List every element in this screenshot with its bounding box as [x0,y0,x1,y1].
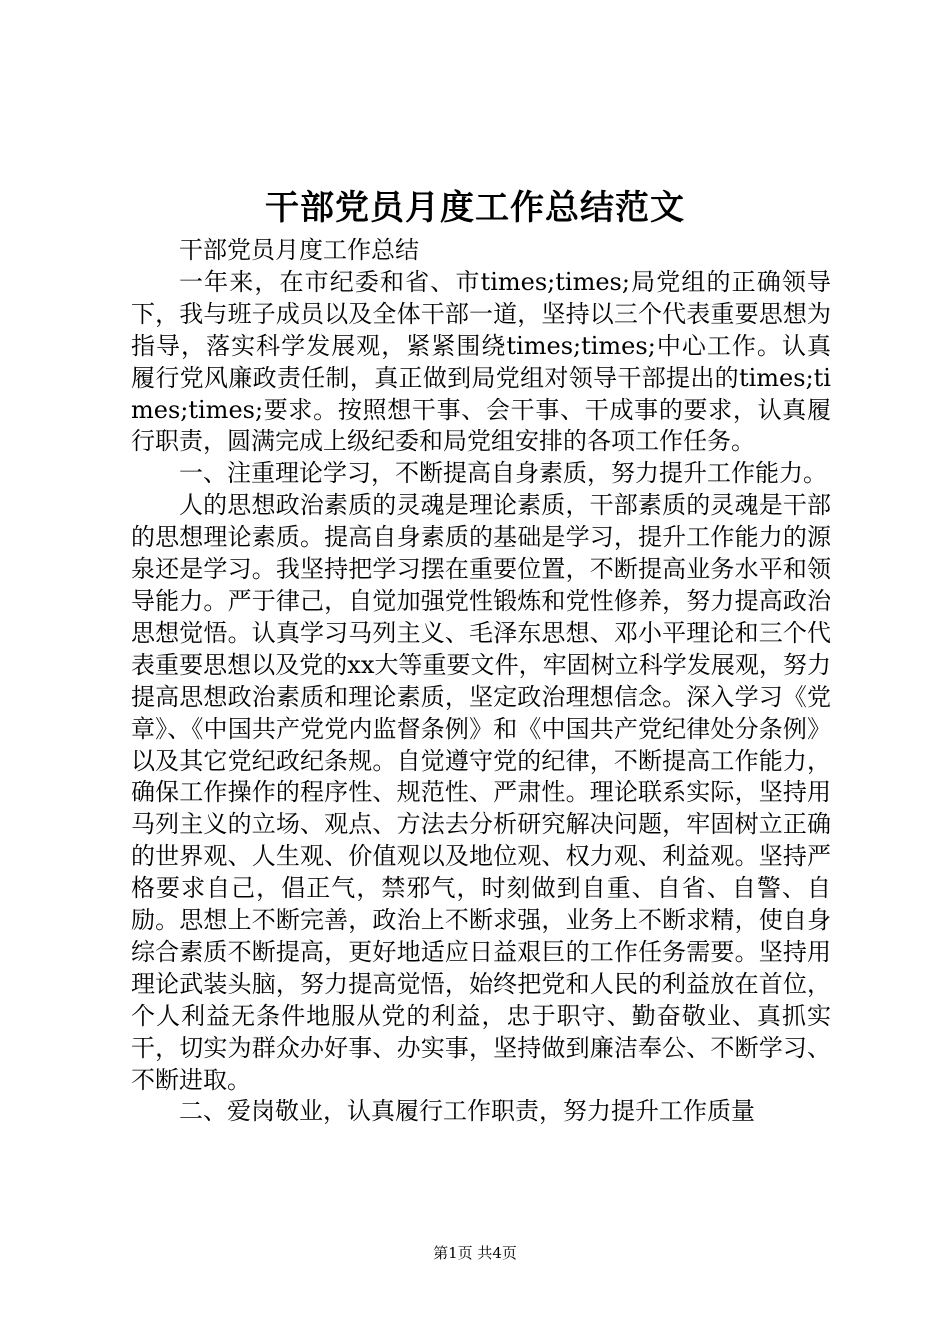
page-footer: 第1页 共4页 [433,1244,517,1262]
paragraph-intro: 一年来，在市纪委和省、市times;times;局党组的正确领导下，我与班子成员以及全体干部一道，坚持以三个代表重要思想为指导，落实科学发展观，紧紧围绕times;times;中心工作。认真履行党风廉政责任制，真正做到局党组对领导干部提出的times;times;times;要求。按照想干事、会干事、干成事的要求，认真履行职责，圆满完成上级纪委和局党组安排的各项工作任务。 [131,267,831,456]
section-heading-2: 二、爱岗敬业，认真履行工作职责，努力提升工作质量 [179,1097,755,1126]
document-body [131,235,831,1128]
paragraph-section-1: 人的思想政治素质的灵魂是理论素质，干部素质的灵魂是干部的思想理论素质。提高自身素质的基础是学习，提升工作能力的源泉还是学习。我坚持把学习摆在重要位置，不断提高业务水平和领导能力。严于律己，自觉加强党性锻炼和党性修养，努力提高政治思想觉悟。认真学习马列主义、毛泽东思想、邓小平理论和三个代表重要思想以及党的xx大等重要文件，牢固树立科学发展观，努力提高思想政治素质和理论素质，坚定政治理想信念。深入学习《党章》、《中国共产党党内监督条例》和《中国共产党纪律处分条例》以及其它党纪政纪条规。自觉遵守党的纪律，不断提高工作能力，确保工作操作的程序性、规范性、严肃性。理论联系实际，坚持用马列主义的立场、观点、方法去分析研究解决问题，牢固树立正确的世界观、人生观、价值观以及地位观、权力观、利益观。坚持严格要求自己，倡正气，禁邪气，时刻做到自重、自省、自警、自励。思想上不断完善，政治上不断求强，业务上不断求精，使自身综合素质不断提高，更好地适应日益艰巨的工作任务需要。坚持用理论武装头脑，努力提高觉悟，始终把党和人民的利益放在首位，个人利益无条件地服从党的利益，忠于职守、勤奋敬业、真抓实干，切实为群众办好事、办实事，坚持做到廉洁奉公、不断学习、不断进取。 [131,491,831,1094]
paragraph-subtitle: 干部党员月度工作总结 [179,236,419,264]
section-heading-1: 一、注重理论学习，不断提高自身素质，努力提升工作能力。 [179,459,827,488]
document-title: 干部党员月度工作总结范文 [265,188,685,228]
